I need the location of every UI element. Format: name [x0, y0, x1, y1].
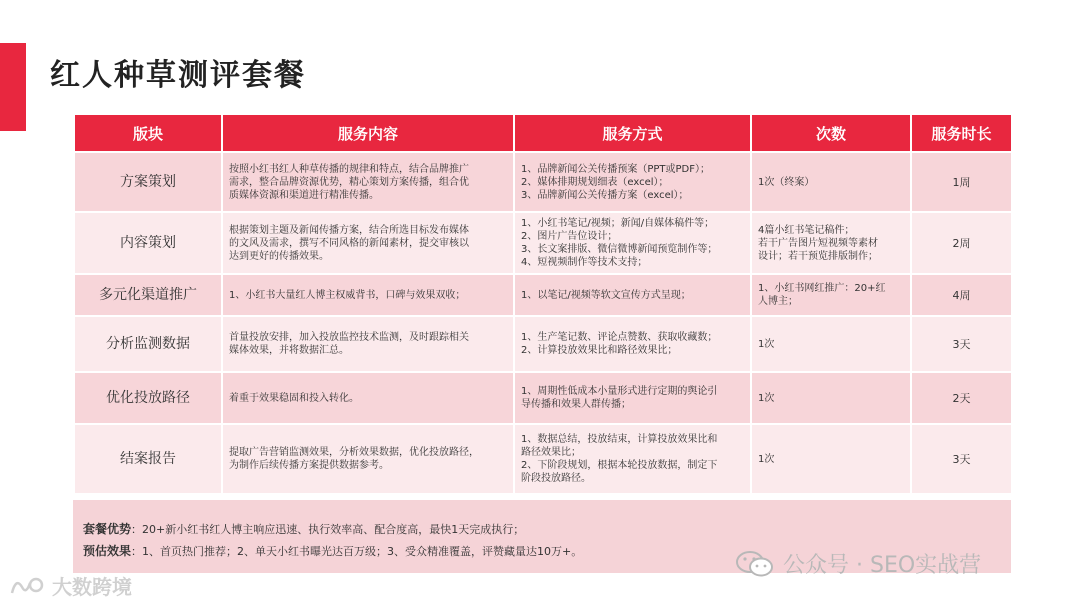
section-cell: 方案策划 — [74, 152, 222, 212]
brand-watermark — [8, 571, 132, 600]
method-line: 2、图片广告位设计； — [521, 231, 618, 242]
method-cell — [514, 316, 751, 372]
duration-cell: 2天 — [911, 372, 1012, 424]
table-row — [74, 274, 1012, 316]
section-cell: 多元化渠道推广 — [74, 274, 222, 316]
count-cell — [751, 424, 911, 494]
section-cell: 优化投放路径 — [74, 372, 222, 424]
content-line: 媒体效果，并将数据汇总。 — [229, 345, 349, 356]
brand-watermark-text: 大数跨境 — [52, 575, 132, 599]
content-cell — [222, 212, 514, 274]
table-header-row — [74, 114, 1012, 152]
content-line: 质媒体资源和渠道进行精准传播。 — [229, 189, 379, 201]
method-line: 1、以笔记/视频等软文宣传方式呈现； — [521, 289, 691, 301]
content-line: 着重于效果稳固和投入转化。 — [229, 392, 359, 404]
duration-cell: 4周 — [911, 274, 1012, 316]
method-line: 4、短视频制作等技术支持； — [521, 257, 648, 268]
method-cell — [514, 212, 751, 274]
content-cell — [222, 372, 514, 424]
advantage-label: 套餐优势 — [83, 522, 132, 536]
method-cell — [514, 424, 751, 494]
method-line: 2、媒体排期规划细表（excel）； — [521, 176, 669, 188]
table-row — [74, 152, 1012, 212]
content-line: 按照小红书红人种草传播的规律和特点，结合品牌推广 — [229, 163, 469, 175]
method-line: 1、周期性低成本小量形式进行定期的舆论引 — [521, 386, 718, 397]
count-line: 4篇小红书笔记稿件； — [758, 224, 855, 236]
count-line: 若干广告图片短视频等素材 — [758, 237, 878, 249]
page-title: 红人种草测评套餐 — [50, 58, 306, 93]
content-line: 首量投放安排，加入投放监控技术监测，及时跟踪相关 — [229, 332, 469, 343]
method-cell — [514, 152, 751, 212]
accent-bar — [0, 43, 26, 131]
content-line: 提取广告营销监测效果，分析效果数据，优化投放路径， — [229, 447, 479, 458]
count-cell — [751, 152, 911, 212]
method-line: 3、长文案排版、微信微博新闻预览制作等； — [521, 244, 718, 255]
content-cell — [222, 274, 514, 316]
method-cell — [514, 372, 751, 424]
content-line: 为制作后续传播方案提供数据参考。 — [229, 460, 389, 471]
method-line: 1、小红书笔记/视频；新闻/自媒体稿件等； — [521, 218, 715, 229]
effect-text: ：1、首页热门推荐；2、单天小红书曝光达百万级；3、受众精准覆盖，评赞藏量达10万+。 — [131, 545, 583, 558]
table-row — [74, 212, 1012, 274]
count-cell — [751, 212, 911, 274]
table-row — [74, 424, 1012, 494]
brand-logo-icon — [8, 573, 48, 599]
section-cell: 结案报告 — [74, 424, 222, 494]
duration-cell: 3天 — [911, 424, 1012, 494]
count-cell — [751, 316, 911, 372]
header-method: 服务方式 — [514, 114, 751, 152]
method-line: 路径效果比； — [521, 447, 581, 458]
advantage-line — [83, 520, 524, 537]
header-content: 服务内容 — [222, 114, 514, 152]
method-cell — [514, 274, 751, 316]
content-cell — [222, 152, 514, 212]
wechat-icon — [735, 549, 775, 579]
method-line: 3、品牌新闻公关传播方案（excel）； — [521, 189, 689, 201]
count-line: 1次 — [758, 338, 775, 350]
package-table — [73, 113, 1013, 495]
effect-line — [83, 542, 582, 559]
advantage-text: ：20+新小红书红人博主响应迅速、执行效率高、配合度高，最快1天完成执行； — [131, 523, 525, 536]
count-cell — [751, 372, 911, 424]
method-line: 1、生产笔记数、评论点赞数、获取收藏数； — [521, 332, 718, 343]
wechat-watermark-text: 公众号 · SEO实战营 — [783, 553, 982, 578]
count-cell — [751, 274, 911, 316]
method-line: 1、数据总结，投放结束，计算投放效果比和 — [521, 434, 718, 445]
content-cell — [222, 316, 514, 372]
header-duration: 服务时长 — [911, 114, 1012, 152]
count-line: 1、小红书网红推广：20+红 — [758, 283, 886, 294]
section-cell: 分析监测数据 — [74, 316, 222, 372]
table-row — [74, 316, 1012, 372]
content-cell — [222, 424, 514, 494]
table-row — [74, 372, 1012, 424]
count-line: 设计；若干预览排版制作； — [758, 250, 878, 262]
content-line: 1、小红书大量红人博主权威背书，口碑与效果双收； — [229, 289, 466, 301]
wechat-watermark — [735, 548, 981, 579]
content-line: 达到更好的传播效果。 — [229, 250, 329, 262]
header-section: 版块 — [74, 114, 222, 152]
method-line: 2、计算投放效果比和路径效果比； — [521, 345, 678, 356]
content-line: 根据策划主题及新闻传播方案，结合所选目标发布媒体 — [229, 224, 469, 236]
duration-cell: 2周 — [911, 212, 1012, 274]
duration-cell: 3天 — [911, 316, 1012, 372]
content-line: 的文风及需求，撰写不同风格的新闻素材，提交审核以 — [229, 237, 469, 249]
duration-cell: 1周 — [911, 152, 1012, 212]
section-cell: 内容策划 — [74, 212, 222, 274]
count-line: 1次（终案） — [758, 176, 815, 188]
method-line: 2、下阶段规划，根据本轮投放数据，制定下 — [521, 460, 718, 471]
header-count: 次数 — [751, 114, 911, 152]
method-line: 1、品牌新闻公关传播预案（PPT或PDF）； — [521, 163, 711, 175]
effect-label: 预估效果 — [83, 544, 132, 558]
method-line: 导传播和效果人群传播； — [521, 399, 631, 410]
count-line: 人博主； — [758, 296, 798, 307]
content-line: 需求，整合品牌资源优势，精心策划方案传播，组合优 — [229, 176, 469, 188]
method-line: 阶段投放路径。 — [521, 473, 591, 484]
count-line: 1次 — [758, 392, 775, 404]
count-line: 1次 — [758, 453, 775, 465]
